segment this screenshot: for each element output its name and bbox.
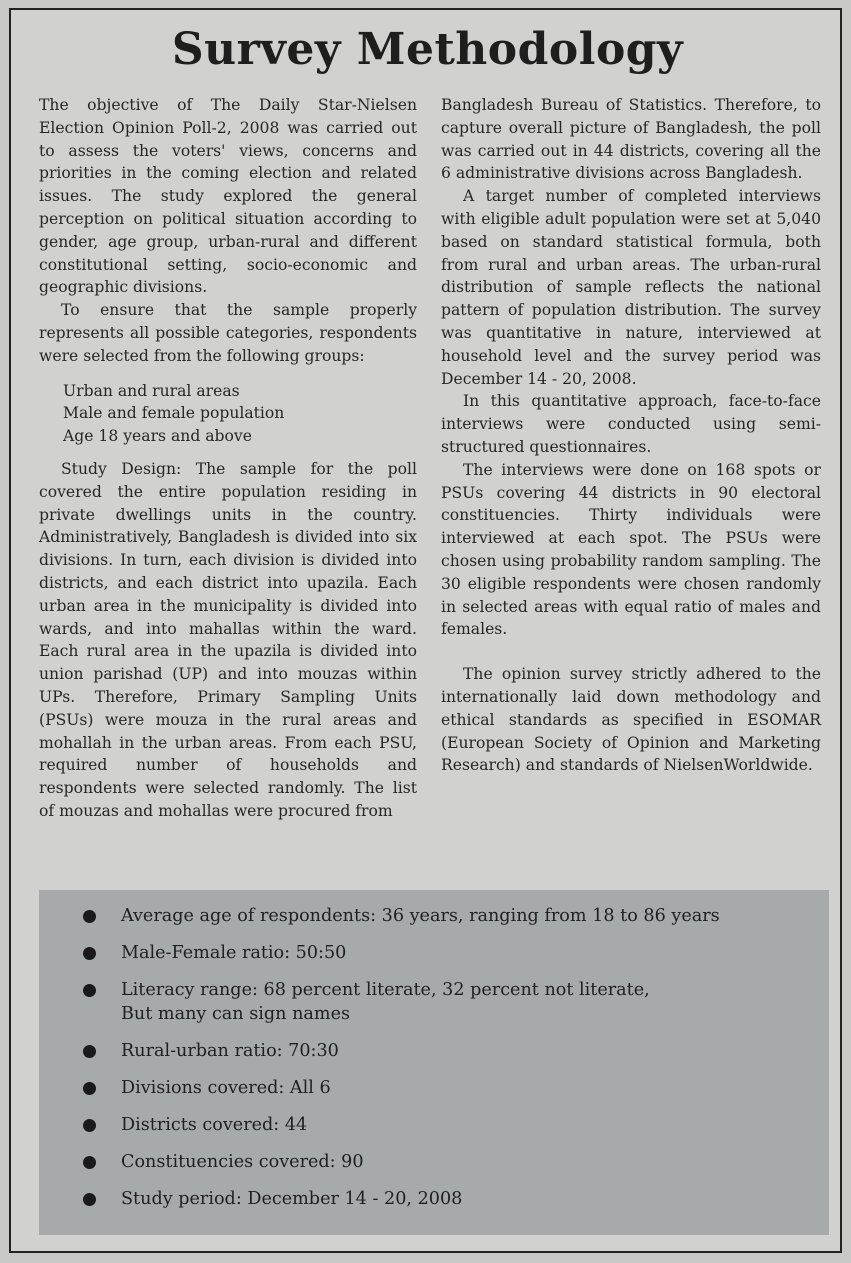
sample-paragraph: To ensure that the sample properly represents all possible categories, respondents were selected from the following groups: (39, 301, 417, 365)
bullet-icon (83, 910, 96, 923)
key-facts-list (39, 904, 829, 1224)
key-facts-box (39, 890, 829, 1235)
standards-paragraph: The opinion survey strictly adhered to the internationally laid down methodology and ethical standards as specified in ESOMAR (European Society of Opinion and Marketing Research) and standards of NielsenWorldwide. (441, 665, 821, 775)
fact-text-continued: But many can sign names (121, 1004, 351, 1024)
fact-text: Study period: December 14 - 20, 2008 (121, 1189, 463, 1209)
target-paragraph: A target number of completed interviews with eligible adult population were set at 5,040 based on standard statistical formula, both from rural and urban areas. The urban-rural distribution of sample reflects the national pattern of population distribution. The survey was quantitative in nature, interviewed at household level and the survey period was December 14 - 20, 2008. (441, 187, 821, 388)
fact-divisions (39, 1076, 829, 1100)
group-item: Age 18 years and above (63, 427, 252, 446)
left-column (39, 94, 417, 823)
fact-rural-urban (39, 1039, 829, 1063)
fact-text: Average age of respondents: 36 years, ranging from 18 to 86 years (121, 906, 720, 926)
bullet-icon (83, 947, 96, 960)
fact-text: Districts covered: 44 (121, 1115, 308, 1135)
fact-literacy (39, 978, 829, 1026)
fact-gender-ratio (39, 941, 829, 965)
group-item: Urban and rural areas (63, 381, 240, 400)
group-item: Male and female population (63, 404, 285, 423)
approach-paragraph: In this quantitative approach, face-to-face interviews were conducted using semi-structured questionnaires. (441, 392, 821, 456)
interviews-paragraph: The interviews were done on 168 spots or PSUs covering 44 districts in 90 electoral constituencies. Thirty individuals were interviewed at each spot. The PSUs were chosen using probability random sampling. The 30 eligible respondents were chosen randomly in selected areas with equal ratio of males and females. (441, 460, 821, 639)
fact-average-age (39, 904, 829, 928)
bullet-icon (83, 1119, 96, 1132)
bullet-icon (83, 1045, 96, 1058)
fact-districts (39, 1113, 829, 1137)
fact-text: Constituencies covered: 90 (121, 1152, 364, 1172)
fact-text: Literacy range: 68 percent literate, 32 percent not literate, (121, 980, 650, 1000)
fact-text: Rural-urban ratio: 70:30 (121, 1041, 339, 1061)
fact-text: Divisions covered: All 6 (121, 1078, 331, 1098)
study-design-paragraph: Study Design: The sample for the poll covered the entire population residing in private dwellings units in the country. Administratively, Bangladesh is divided into six divisions. In turn, each division is divided into districts, and each district into upazila. Each urban area in the municipality is divided into wards, and into mahallas within the ward. Each rural area in the upazila is divided into union parishad (UP) and into mouzas within UPs. Therefore, Primary Sampling Units (PSUs) were mouza in the rural areas and mohallah in the urban areas. From each PSU, required number of households and respondents were selected randomly. The list of mouzas and mohallas were procured from (39, 459, 417, 820)
bullet-icon (83, 1156, 96, 1169)
fact-constituencies (39, 1150, 829, 1174)
article-box (9, 8, 842, 1253)
bullet-icon (83, 1082, 96, 1095)
bullet-icon (83, 1193, 96, 1206)
fact-study-period (39, 1187, 829, 1211)
article-title: Survey Methodology (171, 24, 684, 75)
respondent-groups-list (63, 380, 417, 448)
right-column (441, 94, 821, 777)
bbs-paragraph: Bangladesh Bureau of Statistics. Therefore, to capture overall picture of Bangladesh, the poll was carried out in 44 districts, covering all the 6 administrative divisions across Bangladesh. (441, 96, 821, 183)
fact-text: Male-Female ratio: 50:50 (121, 943, 347, 963)
bullet-icon (83, 984, 96, 997)
intro-paragraph: The objective of The Daily Star-Nielsen Election Opinion Poll-2, 2008 was carried out to assess the voters' views, concerns and priorities in the coming election and related issues. The study explored the general perception on political situation according to gender, age group, urban-rural and different constitutional setting, socio-economic and geographic divisions. (39, 96, 417, 297)
